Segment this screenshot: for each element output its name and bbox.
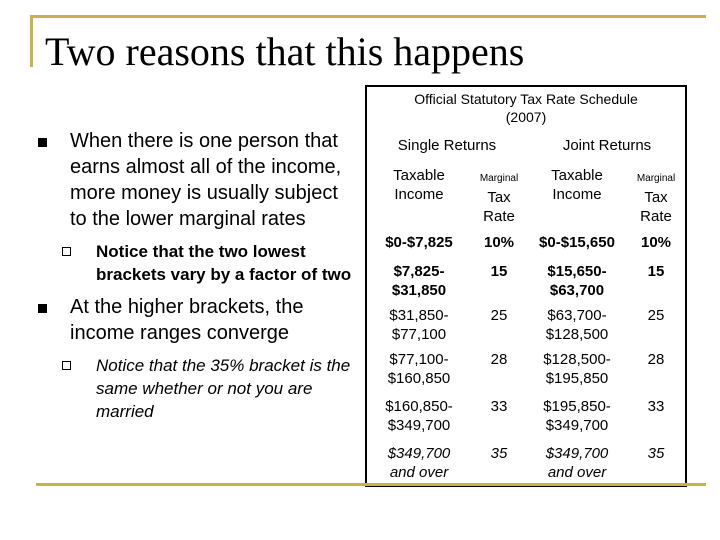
cell-line: $77,100-	[389, 351, 449, 368]
table-caption-line2: (2007)	[505, 109, 547, 125]
sub-bullet-one	[36, 240, 356, 286]
row-1-single-rate: 15	[490, 263, 508, 280]
cell-line: $349,700	[387, 417, 451, 434]
header-line: Tax	[487, 189, 511, 206]
row-3-joint-income	[527, 350, 627, 388]
cell-line: $7,825-	[393, 263, 445, 280]
square-bullet-icon	[38, 304, 47, 313]
cell-line: $128,500-	[543, 351, 611, 368]
cell-line: and over	[389, 464, 449, 481]
cell-line: $0-$7,825	[385, 234, 453, 251]
sub-bullet-two	[36, 354, 356, 423]
bullet-two-text: At the higher brackets, the income ranges converge	[70, 296, 304, 344]
row-4-single-income	[367, 397, 471, 435]
hollow-square-bullet-icon	[62, 361, 71, 370]
header-line: Taxable	[551, 167, 603, 184]
row-2-single-rate: 25	[490, 307, 508, 324]
header-line: Marginal	[479, 173, 519, 184]
joint-income-header	[527, 166, 627, 204]
row-3-joint-rate: 28	[647, 351, 665, 368]
row-5-single-rate: 35	[490, 445, 508, 462]
table-caption	[367, 90, 685, 126]
single-rate-header	[471, 169, 527, 226]
row-5-joint-rate: 35	[647, 445, 665, 462]
cell-line: $63,700-	[547, 307, 607, 324]
row-0-joint-income	[527, 233, 627, 252]
sub-bullet-two-text: Notice that the 35% bracket is the same whether or not you are married	[96, 356, 351, 421]
cell-line: $349,700	[545, 445, 609, 462]
header-line: Income	[552, 186, 602, 203]
bottom-rule	[36, 483, 706, 486]
table-caption-line1: Official Statutory Tax Rate Schedule	[414, 91, 638, 107]
hollow-square-bullet-icon	[62, 247, 71, 256]
row-5-joint-income	[527, 444, 627, 482]
cell-line: $15,650-	[547, 263, 607, 280]
row-4-joint-income	[527, 397, 627, 435]
bullet-list	[36, 128, 356, 431]
group-single-header: Single Returns	[397, 137, 497, 154]
row-4-joint-rate: 33	[647, 398, 665, 415]
cell-line: $63,700	[549, 282, 605, 299]
single-income-header	[367, 166, 471, 204]
slide-title: Two reasons that this happens	[45, 29, 525, 74]
tax-rate-table	[365, 85, 687, 487]
cell-line: $195,850	[545, 370, 609, 387]
row-1-joint-income	[527, 262, 627, 300]
row-2-joint-income	[527, 306, 627, 344]
row-3-single-rate: 28	[490, 351, 508, 368]
row-5-single-income	[367, 444, 471, 482]
cell-line: $160,850-	[385, 398, 453, 415]
cell-line: $349,700	[387, 445, 451, 462]
row-4-single-rate: 33	[490, 398, 508, 415]
cell-line: $128,500	[545, 326, 609, 343]
row-0-single-rate: 10%	[483, 234, 515, 251]
header-line: Rate	[640, 208, 672, 225]
top-rule	[30, 15, 706, 18]
row-0-joint-rate: 10%	[640, 234, 672, 251]
row-1-joint-rate: 15	[647, 263, 665, 280]
bullet-one-text: When there is one person that earns almost all of the income, more money is usually subject to the lower marginal rates	[70, 130, 342, 230]
row-3-single-income	[367, 350, 471, 388]
cell-line: and over	[547, 464, 607, 481]
header-line: Marginal	[636, 173, 676, 184]
cell-line: $195,850-	[543, 398, 611, 415]
joint-rate-header	[627, 169, 685, 226]
cell-line: $31,850	[391, 282, 447, 299]
header-line: Tax	[644, 189, 668, 206]
header-line: Income	[394, 186, 444, 203]
cell-line: $77,100	[391, 326, 447, 343]
row-0-single-income	[367, 233, 471, 252]
bullet-one	[36, 128, 356, 232]
row-2-joint-rate: 25	[647, 307, 665, 324]
cell-line: $31,850-	[389, 307, 449, 324]
cell-line: $349,700	[545, 417, 609, 434]
left-rule	[30, 15, 33, 67]
header-line: Taxable	[393, 167, 445, 184]
header-line: Rate	[483, 208, 515, 225]
row-1-single-income	[367, 262, 471, 300]
bullet-two	[36, 294, 356, 346]
row-2-single-income	[367, 306, 471, 344]
group-joint-header: Joint Returns	[562, 137, 652, 154]
cell-line: $0-$15,650	[539, 234, 615, 251]
sub-bullet-one-text: Notice that the two lowest brackets vary by a factor of two	[96, 242, 352, 284]
square-bullet-icon	[38, 138, 47, 147]
cell-line: $160,850	[387, 370, 451, 387]
